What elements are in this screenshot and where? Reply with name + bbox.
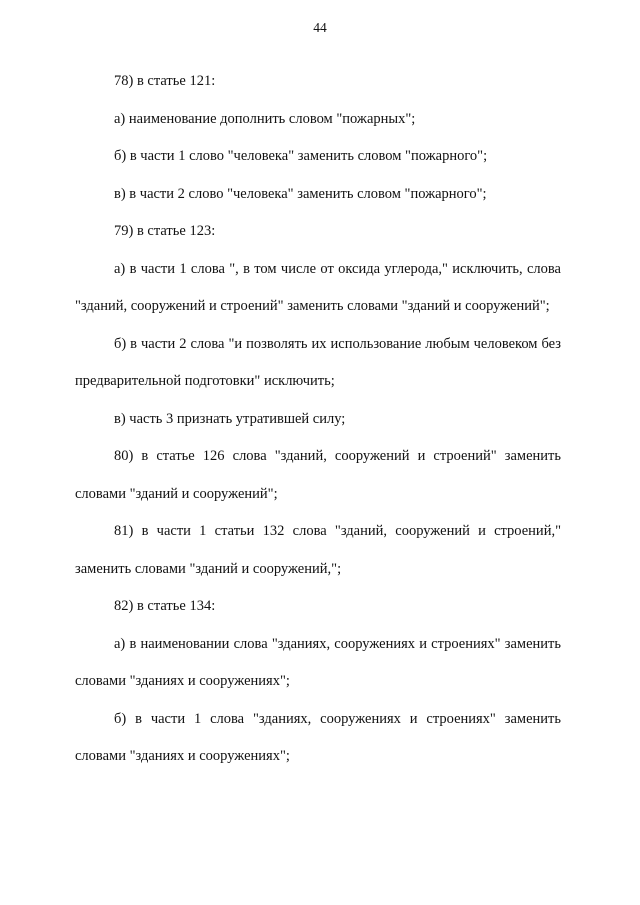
document-body [75, 63, 561, 776]
paragraph-79: 79) в статье 123: [114, 223, 216, 239]
paragraph-78v: в) в части 2 слово "человека" заменить словом "пожарного"; [114, 185, 487, 202]
paragraph-78: 78) в статье 121: [114, 73, 216, 89]
paragraph-80: 80) в статье 126 слова "зданий, сооружений и строений" заменить словами "зданий и сооружений"; [75, 448, 561, 502]
paragraph-78a: а) наименование дополнить словом "пожарных"; [114, 110, 416, 127]
paragraph-81: 81) в части 1 статьи 132 слова "зданий, сооружений и строений," заменить словами "зданий и сооружений,"; [75, 523, 561, 577]
paragraph-78b: б) в части 1 слово "человека" заменить словом "пожарного"; [114, 148, 488, 164]
paragraph-79a: а) в части 1 слова ", в том числе от оксида углерода," исключить, слова "зданий, сооружений и строений" заменить словами "зданий и сооружений"; [75, 260, 561, 314]
paragraph-79b: б) в части 2 слова "и позволять их использование любым человеком без предварительной подготовки" исключить; [75, 335, 561, 389]
page-number: 44 [313, 20, 327, 35]
paragraph-82a: а) в наименовании слова "зданиях, сооружениях и строениях" заменить словами "зданиях и сооружениях"; [75, 635, 561, 689]
paragraph-82b: б) в части 1 слова "зданиях, сооружениях и строениях" заменить словами "зданиях и сооружениях"; [75, 710, 561, 764]
paragraph-82: 82) в статье 134: [114, 598, 216, 614]
paragraph-79v: в) часть 3 признать утратившей силу; [114, 410, 346, 427]
